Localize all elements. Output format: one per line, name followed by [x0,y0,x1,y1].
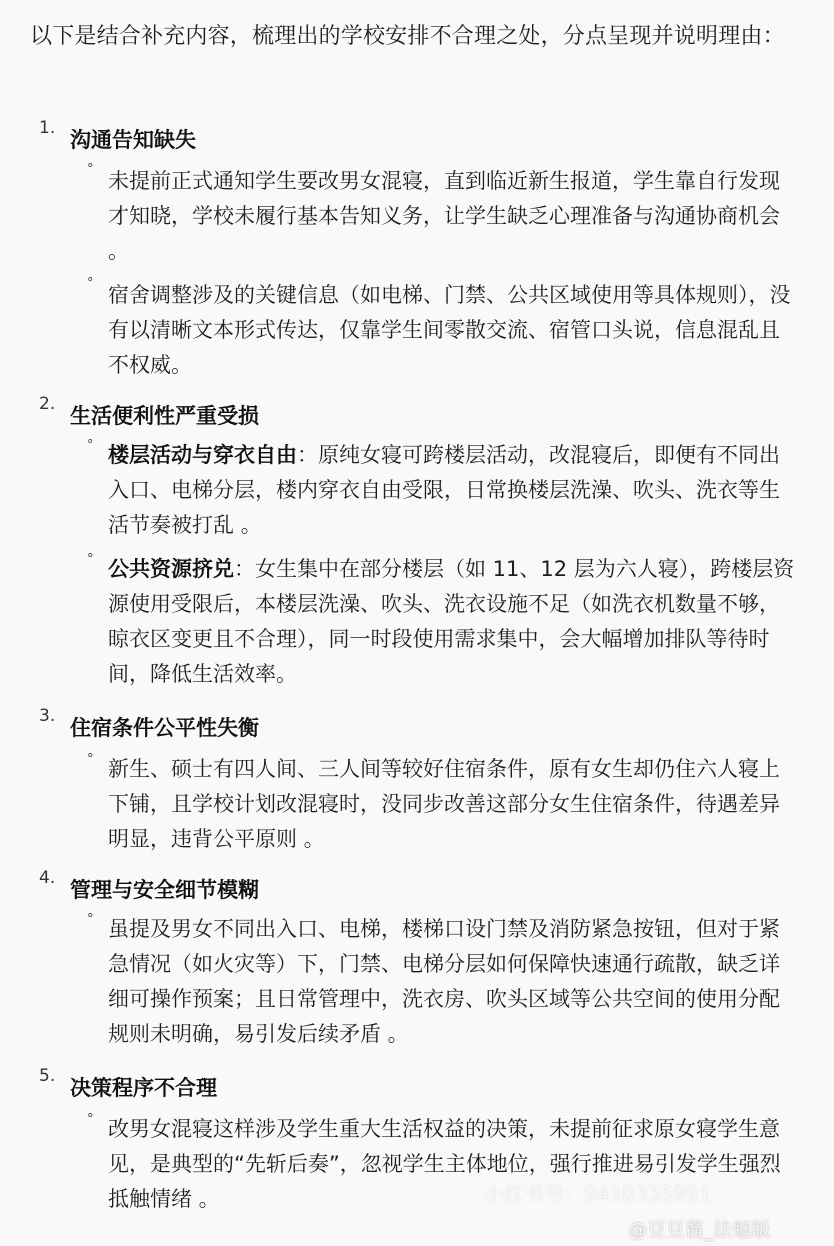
bullet-marker: ° [87,752,94,767]
section-title: 生活便利性严重受损 [70,404,259,428]
bullet-bold-lead: 楼层活动与穿衣自由 [108,443,297,467]
bullet-text: 新生、硕士有四人间、三人间等较好住宿条件，原有女生却仍住六人寝上下铺，且学校计划改混寝时，没同步改善这部分女生住宿条件，待遇差异明显，违背公平原则 。 [108,757,780,851]
bullet-marker: ° [87,162,94,177]
bullet-bold-lead: 公共资源挤兑 [108,557,234,581]
bullet-text: 宿舍调整涉及的关键信息（如电梯、门禁、公共区域使用等具体规则），没有以清晰文本形式传达，仅靠学生间零散交流、宿管口头说，信息混乱且不权威。 [108,283,791,377]
bullet-text: 改男女混寝这样涉及学生重大生活权益的决策，未提前征求原女寝学生意见，是典型的“先斩后奏”，忽视学生主体地位，强行推进易引发学生强烈抵触情绪 。 [108,1117,781,1211]
section-title: 管理与安全细节模糊 [70,878,259,902]
weibo-handle-watermark: @豆豆酱_法魅版 [628,1219,771,1241]
section-number: 1. [39,118,56,138]
bullet-marker: ° [87,552,94,567]
section-title: 住宿条件公平性失衡 [70,716,259,740]
section-number: 4. [39,868,56,888]
xiaohongshu-id-watermark: 小红书号：9410335991 [484,1182,712,1206]
bullet-marker: ° [87,438,94,453]
section-title: 决策程序不合理 [70,1076,217,1100]
bullet-text: 虽提及男女不同出入口、电梯，楼梯口设门禁及消防紧急按钮，但对于紧急情况（如火灾等）下，门禁、电梯分层如何保障快速通行疏散，缺乏详细可操作预案；且日常管理中，洗衣房、吹头区域等公共空间的使用分配规则未明确，易引发后续矛盾 。 [108,917,780,1046]
bullet-marker: ° [87,1112,94,1127]
bullet-body: ：女生集中在部分楼层（如 11、12 层为六人寝），跨楼层资源使用受限后，本楼层洗澡、吹头、洗衣设施不足（如洗衣机数量不够，晾衣区变更且不合理），同一时段使用需求集中，会大幅增加排队等待时间，降低生活效率。 [108,557,795,686]
bullet-body: ：原纯女寝可跨楼层活动，改混寝后，即便有不同出入口、电梯分层，楼内穿衣自由受限，日常换楼层洗澡、吹头、洗衣等生活节奏被打乱 。 [108,443,780,537]
bullet-marker: ° [87,912,94,927]
bullet-text [108,552,798,692]
bullet-marker: ° [87,276,94,291]
section-number: 5. [39,1066,56,1086]
bullet-text: 未提前正式通知学生要改男女混寝，直到临近新生报道，学生靠自行发现才知晓，学校未履行基本告知义务，让学生缺乏心理准备与沟通协商机会 。 [108,169,780,263]
section-number: 2. [39,394,56,414]
section-number: 3. [39,706,56,726]
section-title: 沟通告知缺失 [70,128,196,152]
bullet-text [108,438,798,543]
intro-paragraph: 以下是结合补充内容，梳理出的学校安排不合理之处，分点呈现并说明理由： [30,24,785,49]
